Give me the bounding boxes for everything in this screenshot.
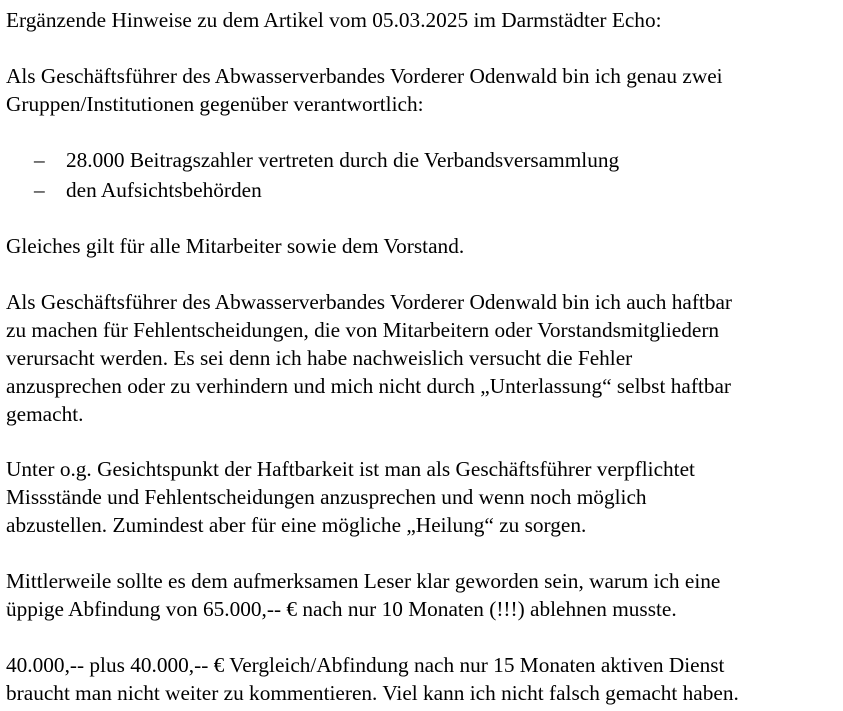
paragraph-line: Als Geschäftsführer des Abwasserverbandes Vorderer Odenwald bin ich auch haftbar — [6, 290, 733, 314]
responsibility-list — [34, 145, 619, 205]
paragraph-line: verursacht werden. Es sei denn ich habe nachweislich versucht die Fehler — [6, 346, 633, 370]
list-item-text: 28.000 Beitragszahler vertreten durch die Verbandsversammlung — [66, 148, 620, 172]
paragraph-line: gemacht. — [6, 402, 84, 426]
paragraph-line: Gruppen/Institutionen gegenüber verantwortlich: — [6, 92, 424, 116]
paragraph-line: Mittlerweile sollte es dem aufmerksamen Leser klar geworden sein, warum ich eine — [6, 569, 721, 593]
paragraph-obligation — [6, 455, 695, 539]
paragraph-line: braucht man nicht weiter zu kommentieren. Viel kann ich nicht falsch gemacht haben. — [6, 681, 739, 705]
paragraph-line: Als Geschäftsführer des Abwasserverbandes Vorderer Odenwald bin ich genau zwei — [6, 64, 723, 88]
list-item — [34, 145, 619, 175]
paragraph-line: Unter o.g. Gesichtspunkt der Haftbarkeit ist man als Geschäftsführer verpflichtet — [6, 457, 695, 481]
paragraph-employees: Gleiches gilt für alle Mitarbeiter sowie dem Vorstand. — [6, 234, 465, 258]
paragraph-line: abzustellen. Zumindest aber für eine mögliche „Heilung“ zu sorgen. — [6, 513, 587, 537]
paragraph-line: 40.000,-- plus 40.000,-- € Vergleich/Abfindung nach nur 15 Monaten aktiven Dienst — [6, 653, 725, 677]
paragraph-liability — [6, 288, 732, 428]
paragraph-line: anzusprechen oder zu verhindern und mich nicht durch „Unterlassung“ selbst haftbar — [6, 374, 732, 398]
paragraph-responsibility — [6, 62, 723, 118]
list-item — [34, 175, 619, 205]
paragraph-line: Missstände und Fehlentscheidungen anzusprechen und wenn noch möglich — [6, 485, 647, 509]
dash-bullet-icon: – — [34, 178, 45, 202]
paragraph-line: üppige Abfindung von 65.000,-- € nach nur 10 Monaten (!!!) ablehnen musste. — [6, 597, 677, 621]
dash-bullet-icon: – — [34, 148, 45, 172]
document-heading: Ergänzende Hinweise zu dem Artikel vom 05.03.2025 im Darmstädter Echo: — [6, 8, 662, 32]
paragraph-settlement — [6, 651, 739, 707]
list-item-text: den Aufsichtsbehörden — [66, 178, 262, 202]
paragraph-line: zu machen für Fehlentscheidungen, die von Mitarbeitern oder Vorstandsmitgliedern — [6, 318, 720, 342]
paragraph-severance-refusal — [6, 567, 720, 623]
